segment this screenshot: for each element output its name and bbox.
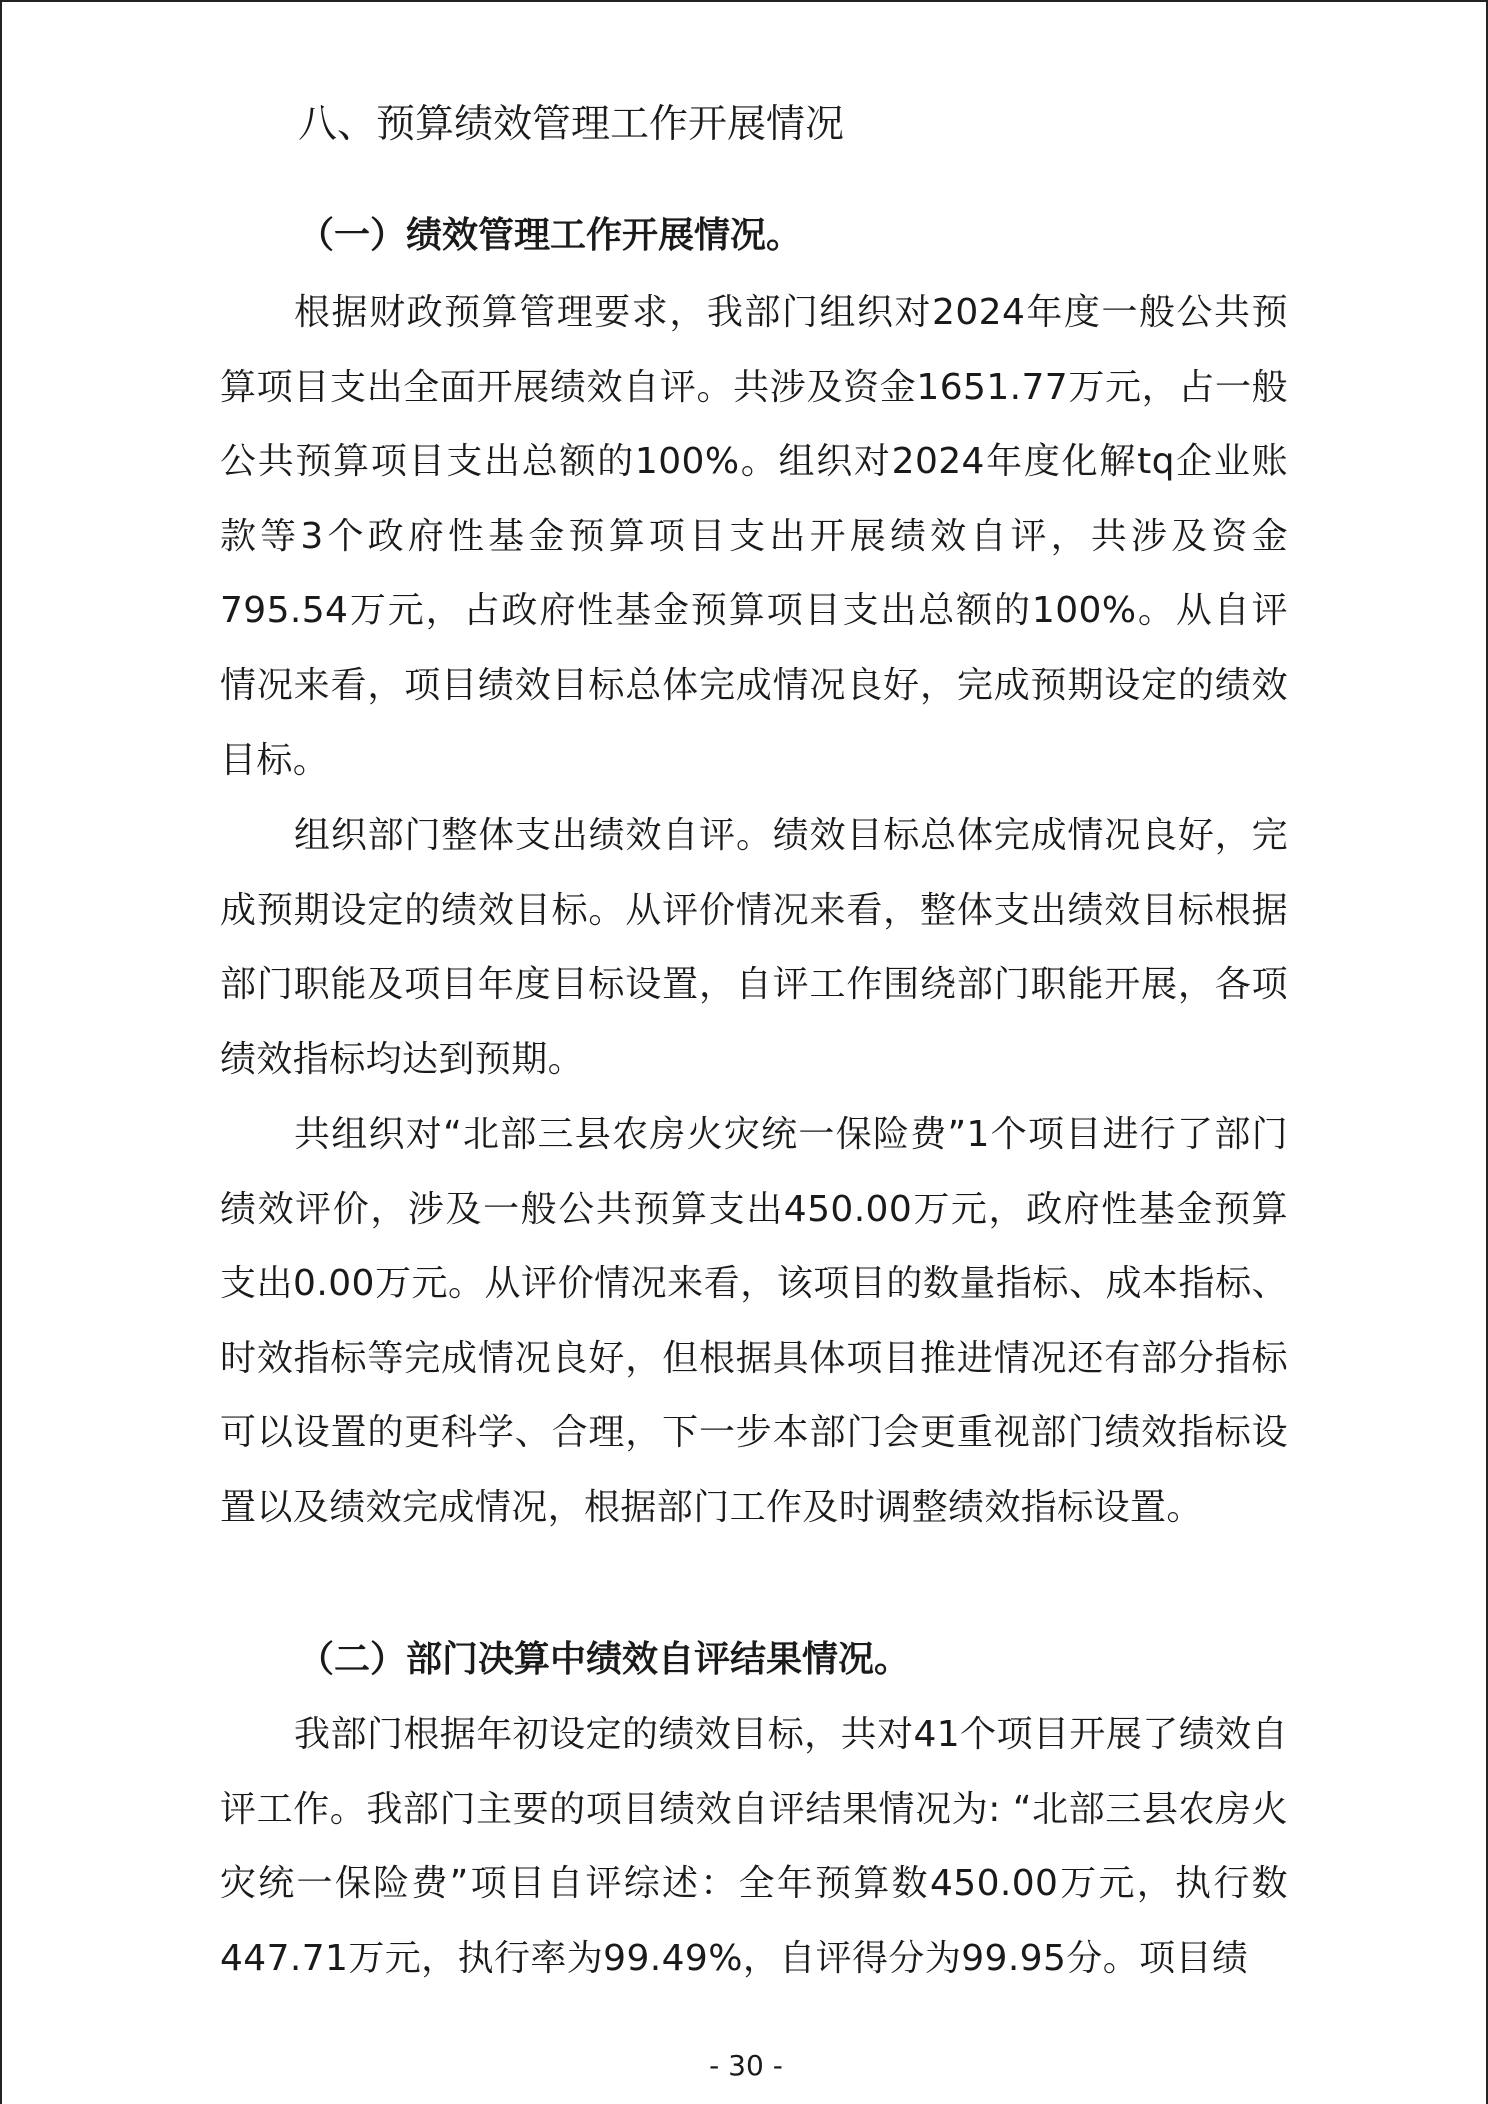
paragraph-4: 我部门根据年初设定的绩效目标，共对41个项目开展了绩效自评工作。我部门主要的项目绩效自评结果情况为: “北部三县农房火灾统一保险费”项目自评综述：全年预算数450.00万元，执行数447.71万元，执行率为99.49%，自评得分为99.95分。项目绩 xyxy=(220,1714,1288,1979)
subsection-2-heading: （二）部门决算中绩效自评结果情况。 xyxy=(298,1639,911,1680)
paragraph-1: 根据财政预算管理要求，我部门组织对2024年度一般公共预算项目支出全面开展绩效自评。共涉及资金1651.77万元，占一般公共预算项目支出总额的100%。组织对2024年度化解tq企业账款等3个政府性基金预算项目支出开展绩效自评，共涉及资金795.54万元，占政府性基金预算项目支出总额的100%。从自评情况来看，项目绩效目标总体完成情况良好，完成预期设定的绩效目标。 xyxy=(220,292,1288,781)
paragraph-3: 共组织对“北部三县农房火灾统一保险费”1个项目进行了部门绩效评价，涉及一般公共预算支出450.00万元，政府性基金预算支出0.00万元。从评价情况来看，该项目的数量指标、成本指标、时效指标等完成情况良好，但根据具体项目推进情况还有部分指标可以设置的更科学、合理，下一步本部门会更重视部门绩效指标设置以及绩效完成情况，根据部门工作及时调整绩效指标设置。 xyxy=(220,1114,1288,1528)
subsection-1-heading: （一）绩效管理工作开展情况。 xyxy=(298,215,803,256)
section-title: 八、预算绩效管理工作开展情况 xyxy=(298,102,845,147)
page-number: - 30 - xyxy=(709,2049,783,2082)
paragraph-2: 组织部门整体支出绩效自评。绩效目标总体完成情况良好，完成预期设定的绩效目标。从评价情况来看，整体支出绩效目标根据部门职能及项目年度目标设置，自评工作围绕部门职能开展，各项绩效指标均达到预期。 xyxy=(220,815,1288,1080)
